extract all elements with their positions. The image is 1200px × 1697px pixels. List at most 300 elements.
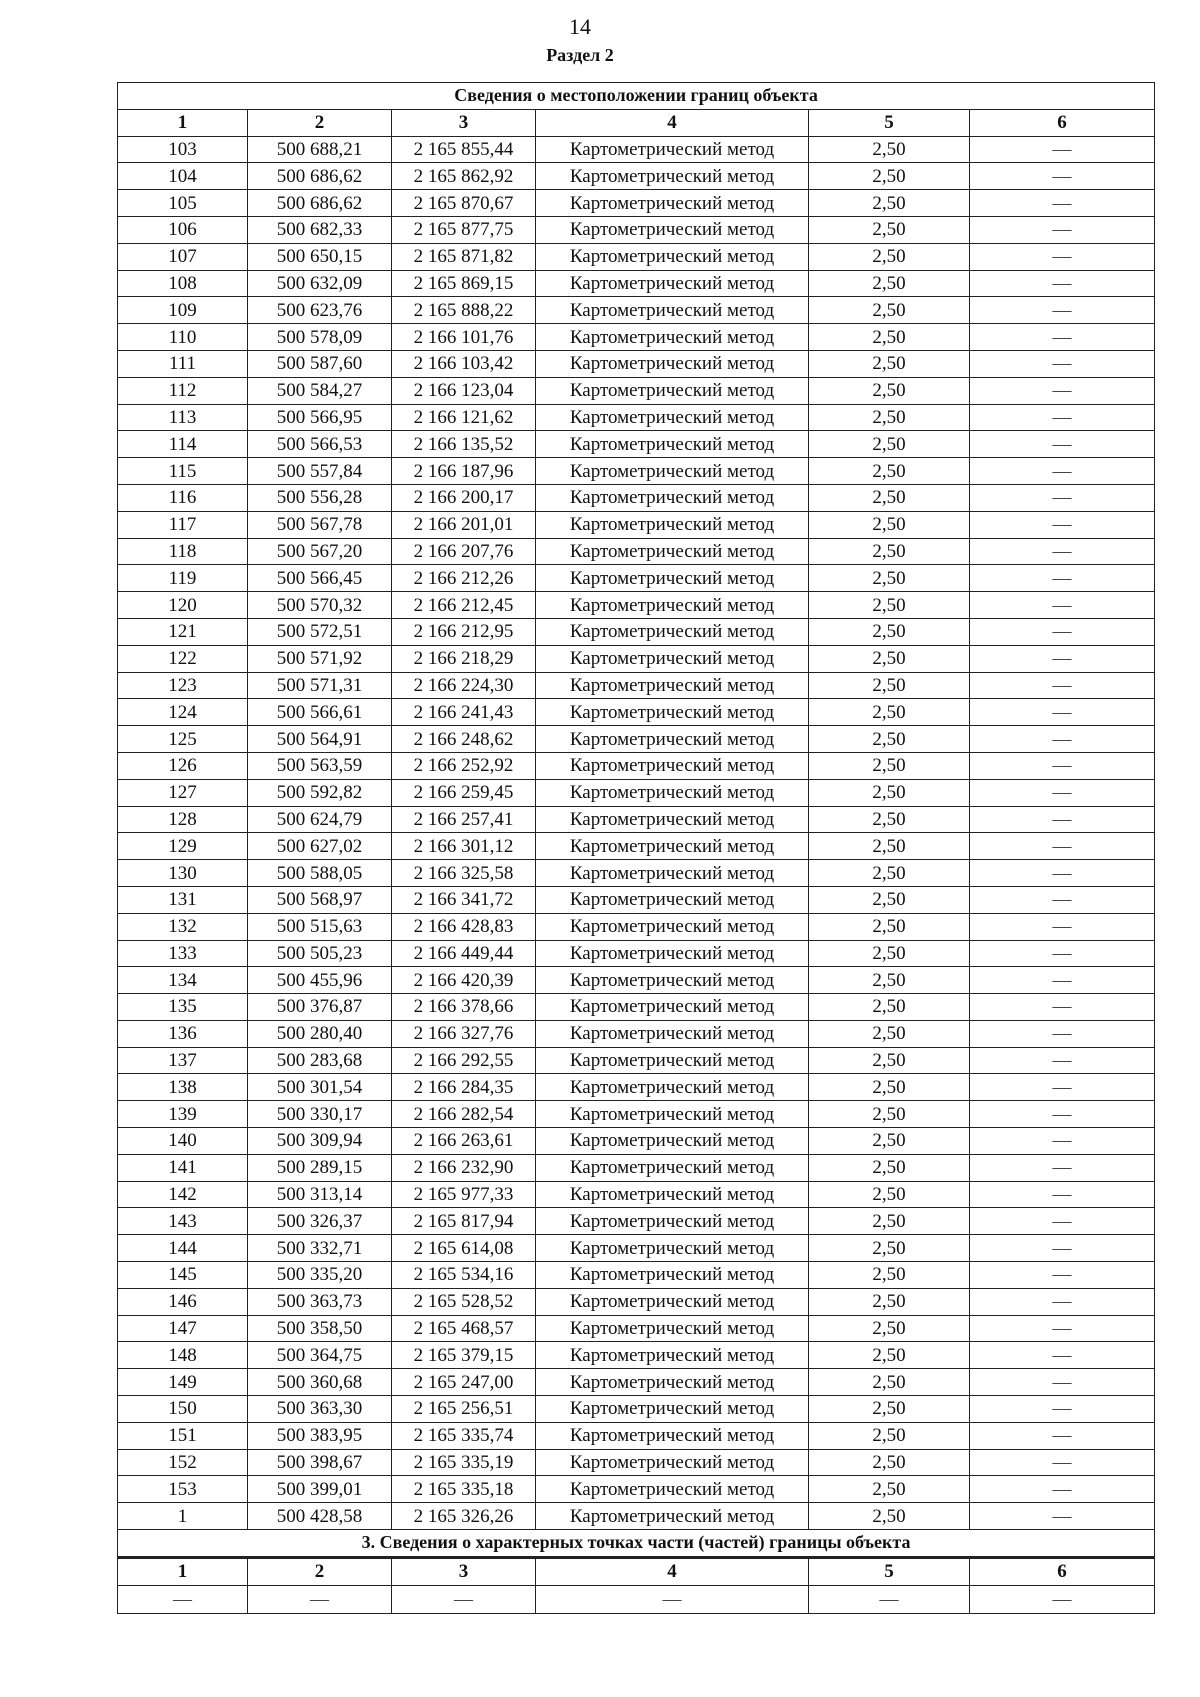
table-row (118, 431, 1155, 458)
table-cell: — (970, 163, 1155, 190)
column-header: 6 (970, 1557, 1155, 1585)
table-cell: 2,50 (809, 511, 970, 538)
table-cell: 2,50 (809, 1074, 970, 1101)
table-cell: — (536, 1585, 809, 1613)
table-cell: Картометрический метод (536, 1181, 809, 1208)
table-cell: 500 505,23 (248, 940, 392, 967)
table-cell: 105 (118, 190, 248, 217)
table-row (118, 1074, 1155, 1101)
table-cell: 2,50 (809, 350, 970, 377)
table-cell: 500 566,53 (248, 431, 392, 458)
table-cell: 500 313,14 (248, 1181, 392, 1208)
table-cell: — (970, 940, 1155, 967)
table-row (118, 190, 1155, 217)
section-title: Раздел 2 (546, 45, 614, 65)
table-cell: 500 566,61 (248, 699, 392, 726)
table-cell: — (970, 1208, 1155, 1235)
table-cell: 2 166 378,66 (392, 994, 536, 1021)
table-cell: 120 (118, 592, 248, 619)
table-cell: 2 166 135,52 (392, 431, 536, 458)
table-cell: 2 166 341,72 (392, 886, 536, 913)
table-cell: 2,50 (809, 243, 970, 270)
table-cell: Картометрический метод (536, 297, 809, 324)
table-caption: Сведения о местоположении границ объекта (118, 83, 1155, 110)
table-cell: 2,50 (809, 377, 970, 404)
table-cell: 106 (118, 216, 248, 243)
table-row (118, 1235, 1155, 1262)
table-row (118, 1208, 1155, 1235)
table-cell: 2,50 (809, 1262, 970, 1289)
table-cell: 2 166 224,30 (392, 672, 536, 699)
table-cell: 118 (118, 538, 248, 565)
table-cell: — (970, 806, 1155, 833)
table-cell: — (970, 1315, 1155, 1342)
table-cell: 500 455,96 (248, 967, 392, 994)
table-cell: 2 165 468,57 (392, 1315, 536, 1342)
table-cell: 2 166 232,90 (392, 1154, 536, 1181)
table-row (118, 1422, 1155, 1449)
table-cell: Картометрический метод (536, 1396, 809, 1423)
table-cell: Картометрический метод (536, 350, 809, 377)
table-row (118, 350, 1155, 377)
table-cell: 2 165 869,15 (392, 270, 536, 297)
table-cell: 125 (118, 726, 248, 753)
table-cell: Картометрический метод (536, 1369, 809, 1396)
table-cell: 500 332,71 (248, 1235, 392, 1262)
table-row (118, 1047, 1155, 1074)
table-cell: Картометрический метод (536, 779, 809, 806)
table-cell: — (970, 1047, 1155, 1074)
table-cell: 147 (118, 1315, 248, 1342)
table-cell: 500 578,09 (248, 324, 392, 351)
column-header: 1 (118, 109, 248, 136)
column-header: 6 (970, 109, 1155, 136)
table-cell: Картометрический метод (536, 136, 809, 163)
table-cell: 2,50 (809, 216, 970, 243)
table-cell: Картометрический метод (536, 1422, 809, 1449)
table-cell: 2,50 (809, 592, 970, 619)
table-cell: 2,50 (809, 404, 970, 431)
table-cell: 500 326,37 (248, 1208, 392, 1235)
table-cell: 500 627,02 (248, 833, 392, 860)
table-cell: Картометрический метод (536, 940, 809, 967)
table-cell: 2,50 (809, 1476, 970, 1503)
table-cell: 2 166 101,76 (392, 324, 536, 351)
table-cell: 2,50 (809, 1047, 970, 1074)
table-row (118, 1315, 1155, 1342)
table-cell: 500 301,54 (248, 1074, 392, 1101)
table-cell: 103 (118, 136, 248, 163)
table-row (118, 1503, 1155, 1530)
table-cell: 129 (118, 833, 248, 860)
table-cell: Картометрический метод (536, 324, 809, 351)
table-row (118, 324, 1155, 351)
table-cell: 145 (118, 1262, 248, 1289)
table-row (118, 994, 1155, 1021)
table-cell: 152 (118, 1449, 248, 1476)
table-cell: 2,50 (809, 1342, 970, 1369)
table-cell: 142 (118, 1181, 248, 1208)
table-header-row (118, 109, 1155, 136)
table-cell: 2 166 201,01 (392, 511, 536, 538)
table-cell: — (970, 1154, 1155, 1181)
table-cell: 2 166 252,92 (392, 752, 536, 779)
table-cell: 2 165 855,44 (392, 136, 536, 163)
table-cell: — (970, 297, 1155, 324)
table-cell: 2 166 218,29 (392, 645, 536, 672)
table-cell: 500 686,62 (248, 163, 392, 190)
table-cell: 2 166 207,76 (392, 538, 536, 565)
table-cell: 500 570,32 (248, 592, 392, 619)
table-cell: 2 166 325,58 (392, 860, 536, 887)
table-cell: 116 (118, 484, 248, 511)
table-row (118, 913, 1155, 940)
table-cell: 2,50 (809, 1315, 970, 1342)
table-cell: 2,50 (809, 297, 970, 324)
table-cell: Картометрический метод (536, 270, 809, 297)
table-row (118, 377, 1155, 404)
table-cell: 2,50 (809, 618, 970, 645)
table-cell: 500 623,76 (248, 297, 392, 324)
table-cell: — (970, 1585, 1155, 1613)
table-cell: — (970, 538, 1155, 565)
table-cell: 2 166 212,45 (392, 592, 536, 619)
table-cell: Картометрический метод (536, 404, 809, 431)
table-cell: Картометрический метод (536, 913, 809, 940)
table-cell: 2 165 871,82 (392, 243, 536, 270)
table-cell: 2 166 121,62 (392, 404, 536, 431)
table-cell: 2,50 (809, 1020, 970, 1047)
table-cell: 2 165 528,52 (392, 1288, 536, 1315)
table-cell: 143 (118, 1208, 248, 1235)
table-cell: 500 568,97 (248, 886, 392, 913)
table-cell: — (970, 1449, 1155, 1476)
table-cell: 2,50 (809, 1422, 970, 1449)
table-cell: Картометрический метод (536, 618, 809, 645)
table-cell: 134 (118, 967, 248, 994)
table-cell: 500 587,60 (248, 350, 392, 377)
table-cell: 500 566,95 (248, 404, 392, 431)
table-cell: 127 (118, 779, 248, 806)
table-cell: — (970, 404, 1155, 431)
table-cell: 2,50 (809, 1235, 970, 1262)
table-cell: Картометрический метод (536, 886, 809, 913)
table-cell: 2 165 256,51 (392, 1396, 536, 1423)
table-cell: — (970, 243, 1155, 270)
table-cell: 114 (118, 431, 248, 458)
table-cell: 2 166 212,26 (392, 565, 536, 592)
table-cell: Картометрический метод (536, 538, 809, 565)
table-cell: 2 166 282,54 (392, 1101, 536, 1128)
table-cell: — (970, 752, 1155, 779)
table-cell: Картометрический метод (536, 726, 809, 753)
table-cell: — (970, 1235, 1155, 1262)
table-cell: 500 686,62 (248, 190, 392, 217)
table-cell: 2,50 (809, 994, 970, 1021)
table-cell: — (970, 592, 1155, 619)
table-cell: 144 (118, 1235, 248, 1262)
table-cell: 500 376,87 (248, 994, 392, 1021)
table-row (118, 1262, 1155, 1289)
table-cell: 2 166 123,04 (392, 377, 536, 404)
table-cell: — (970, 458, 1155, 485)
table-cell: Картометрический метод (536, 565, 809, 592)
table-row (118, 672, 1155, 699)
table-cell: — (970, 377, 1155, 404)
table-cell: — (970, 967, 1155, 994)
table-cell: Картометрический метод (536, 1449, 809, 1476)
table-cell: 2,50 (809, 1101, 970, 1128)
table-cell: 500 567,78 (248, 511, 392, 538)
table-cell: 108 (118, 270, 248, 297)
table-cell: — (970, 1422, 1155, 1449)
table-cell: 2,50 (809, 431, 970, 458)
table-cell: 500 567,20 (248, 538, 392, 565)
table-cell: 133 (118, 940, 248, 967)
table-cell: — (970, 860, 1155, 887)
table-cell: 2 166 420,39 (392, 967, 536, 994)
column-header: 4 (536, 1557, 809, 1585)
table-row (118, 163, 1155, 190)
column-header: 3 (392, 109, 536, 136)
table-cell: — (970, 913, 1155, 940)
table-cell: Картометрический метод (536, 1208, 809, 1235)
table-cell: 124 (118, 699, 248, 726)
table-cell: 110 (118, 324, 248, 351)
table-cell: — (970, 1369, 1155, 1396)
table-cell: Картометрический метод (536, 243, 809, 270)
table-cell: 2 165 335,19 (392, 1449, 536, 1476)
table-cell: 2 166 241,43 (392, 699, 536, 726)
table-cell: 119 (118, 565, 248, 592)
table-cell: 2,50 (809, 1154, 970, 1181)
table-cell: 131 (118, 886, 248, 913)
table-cell: Картометрический метод (536, 672, 809, 699)
table-row (118, 297, 1155, 324)
table-cell: Картометрический метод (536, 1503, 809, 1530)
table-row (118, 726, 1155, 753)
table-cell: 2 166 301,12 (392, 833, 536, 860)
table-cell: 500 572,51 (248, 618, 392, 645)
table-cell: Картометрический метод (536, 752, 809, 779)
table-cell: Картометрический метод (536, 1235, 809, 1262)
table-row (118, 1020, 1155, 1047)
table-cell: 2 166 248,62 (392, 726, 536, 753)
table-cell: — (970, 350, 1155, 377)
table-cell: 2 166 428,83 (392, 913, 536, 940)
table-cell: 112 (118, 377, 248, 404)
table-cell: — (970, 1181, 1155, 1208)
table-cell: — (970, 1476, 1155, 1503)
table-cell: 500 309,94 (248, 1128, 392, 1155)
table-cell: Картометрический метод (536, 833, 809, 860)
table-cell: 109 (118, 297, 248, 324)
table-row (118, 806, 1155, 833)
table-cell: 2,50 (809, 940, 970, 967)
table-cell: 500 557,84 (248, 458, 392, 485)
column-header: 2 (248, 109, 392, 136)
table-row (118, 886, 1155, 913)
table-cell: — (970, 136, 1155, 163)
table-cell: 2 165 977,33 (392, 1181, 536, 1208)
table-cell: 500 363,73 (248, 1288, 392, 1315)
table-cell: 2,50 (809, 1288, 970, 1315)
boundary-table (117, 82, 1155, 1614)
table-cell: Картометрический метод (536, 190, 809, 217)
table-cell: 2,50 (809, 699, 970, 726)
table-cell: — (970, 1342, 1155, 1369)
table-row (118, 1181, 1155, 1208)
table-cell: 2 166 284,35 (392, 1074, 536, 1101)
table-cell: 500 682,33 (248, 216, 392, 243)
table-row (118, 484, 1155, 511)
table-row (118, 860, 1155, 887)
table-cell: — (248, 1585, 392, 1613)
table-cell: — (970, 1262, 1155, 1289)
table-cell: Картометрический метод (536, 1262, 809, 1289)
table-cell: — (809, 1585, 970, 1613)
table-cell: 138 (118, 1074, 248, 1101)
table-cell: 2,50 (809, 1369, 970, 1396)
table-cell: 2 165 877,75 (392, 216, 536, 243)
table-cell: 2,50 (809, 886, 970, 913)
table-cell: 130 (118, 860, 248, 887)
table-cell: 500 564,91 (248, 726, 392, 753)
table-cell: 500 335,20 (248, 1262, 392, 1289)
table-row (118, 967, 1155, 994)
table-row (118, 1288, 1155, 1315)
table-cell: 132 (118, 913, 248, 940)
table-cell: 2 165 335,18 (392, 1476, 536, 1503)
table-cell: 2 165 534,16 (392, 1262, 536, 1289)
table-cell: 148 (118, 1342, 248, 1369)
table-row (118, 136, 1155, 163)
table-cell: 141 (118, 1154, 248, 1181)
table-cell: — (970, 726, 1155, 753)
table-cell: 122 (118, 645, 248, 672)
table-cell: 2,50 (809, 913, 970, 940)
table-row (118, 833, 1155, 860)
table-cell: — (970, 672, 1155, 699)
table-cell: 136 (118, 1020, 248, 1047)
table-cell: 2,50 (809, 538, 970, 565)
table-cell: Картометрический метод (536, 458, 809, 485)
table-cell: 115 (118, 458, 248, 485)
table-cell: 2 165 326,26 (392, 1503, 536, 1530)
table-cell: — (118, 1585, 248, 1613)
table-cell: Картометрический метод (536, 1154, 809, 1181)
table-row (118, 243, 1155, 270)
table-cell: 2 166 327,76 (392, 1020, 536, 1047)
column-header: 5 (809, 109, 970, 136)
table-cell: 2 166 187,96 (392, 458, 536, 485)
table-row (118, 1369, 1155, 1396)
table-cell: 2 165 335,74 (392, 1422, 536, 1449)
table-cell: Картометрический метод (536, 967, 809, 994)
table-cell: 150 (118, 1396, 248, 1423)
table-row (118, 216, 1155, 243)
table-cell: 2,50 (809, 1449, 970, 1476)
table-cell: 2,50 (809, 163, 970, 190)
table-cell: 500 364,75 (248, 1342, 392, 1369)
table-cell: — (970, 1288, 1155, 1315)
table-cell: — (970, 618, 1155, 645)
column-header: 4 (536, 109, 809, 136)
table-cell: — (970, 779, 1155, 806)
table-cell: 126 (118, 752, 248, 779)
table-cell: 2 165 247,00 (392, 1369, 536, 1396)
table-cell: 500 650,15 (248, 243, 392, 270)
table-cell: 104 (118, 163, 248, 190)
table-cell: 500 515,63 (248, 913, 392, 940)
table-cell: 2,50 (809, 672, 970, 699)
table-cell: 121 (118, 618, 248, 645)
table-cell: 2 166 212,95 (392, 618, 536, 645)
table-cell: 2,50 (809, 565, 970, 592)
table-row (118, 752, 1155, 779)
table-cell: 2,50 (809, 1128, 970, 1155)
table-cell: 2,50 (809, 1503, 970, 1530)
table-row (118, 779, 1155, 806)
table-cell: 2,50 (809, 967, 970, 994)
table-cell: 135 (118, 994, 248, 1021)
table-cell: 2,50 (809, 458, 970, 485)
table-cell: 500 283,68 (248, 1047, 392, 1074)
table-cell: Картометрический метод (536, 377, 809, 404)
parts-section (118, 1530, 1155, 1614)
table-cell: Картометрический метод (536, 216, 809, 243)
column-header: 3 (392, 1557, 536, 1585)
table-cell: — (970, 1020, 1155, 1047)
table-cell: Картометрический метод (536, 994, 809, 1021)
parts-table-header-row (118, 1557, 1155, 1585)
table-cell: — (970, 833, 1155, 860)
table-cell: 500 592,82 (248, 779, 392, 806)
table-cell: 2,50 (809, 779, 970, 806)
table-cell: 2,50 (809, 190, 970, 217)
table-cell: 2,50 (809, 1181, 970, 1208)
table-row (118, 458, 1155, 485)
table-row (118, 699, 1155, 726)
table-cell: 2,50 (809, 324, 970, 351)
table-row (118, 1449, 1155, 1476)
table-cell: 2,50 (809, 726, 970, 753)
table-cell: 2,50 (809, 484, 970, 511)
table-cell: Картометрический метод (536, 1476, 809, 1503)
table-cell: 149 (118, 1369, 248, 1396)
table-cell: 2,50 (809, 752, 970, 779)
table-cell: — (970, 645, 1155, 672)
table-cell: — (970, 324, 1155, 351)
table-row (118, 1476, 1155, 1503)
table-cell: 500 688,21 (248, 136, 392, 163)
table-cell: 2,50 (809, 270, 970, 297)
table-cell: 2 165 379,15 (392, 1342, 536, 1369)
table-cell: — (970, 1503, 1155, 1530)
table-cell: — (970, 1396, 1155, 1423)
table-row (118, 270, 1155, 297)
table-cell: 2 166 103,42 (392, 350, 536, 377)
table-body (118, 136, 1155, 1529)
table-cell: Картометрический метод (536, 484, 809, 511)
table-cell: 500 358,50 (248, 1315, 392, 1342)
table-cell: 500 399,01 (248, 1476, 392, 1503)
table-cell: 2 166 259,45 (392, 779, 536, 806)
column-header: 1 (118, 1557, 248, 1585)
table-cell: — (970, 699, 1155, 726)
table-cell: 500 571,92 (248, 645, 392, 672)
table-cell: 500 571,31 (248, 672, 392, 699)
